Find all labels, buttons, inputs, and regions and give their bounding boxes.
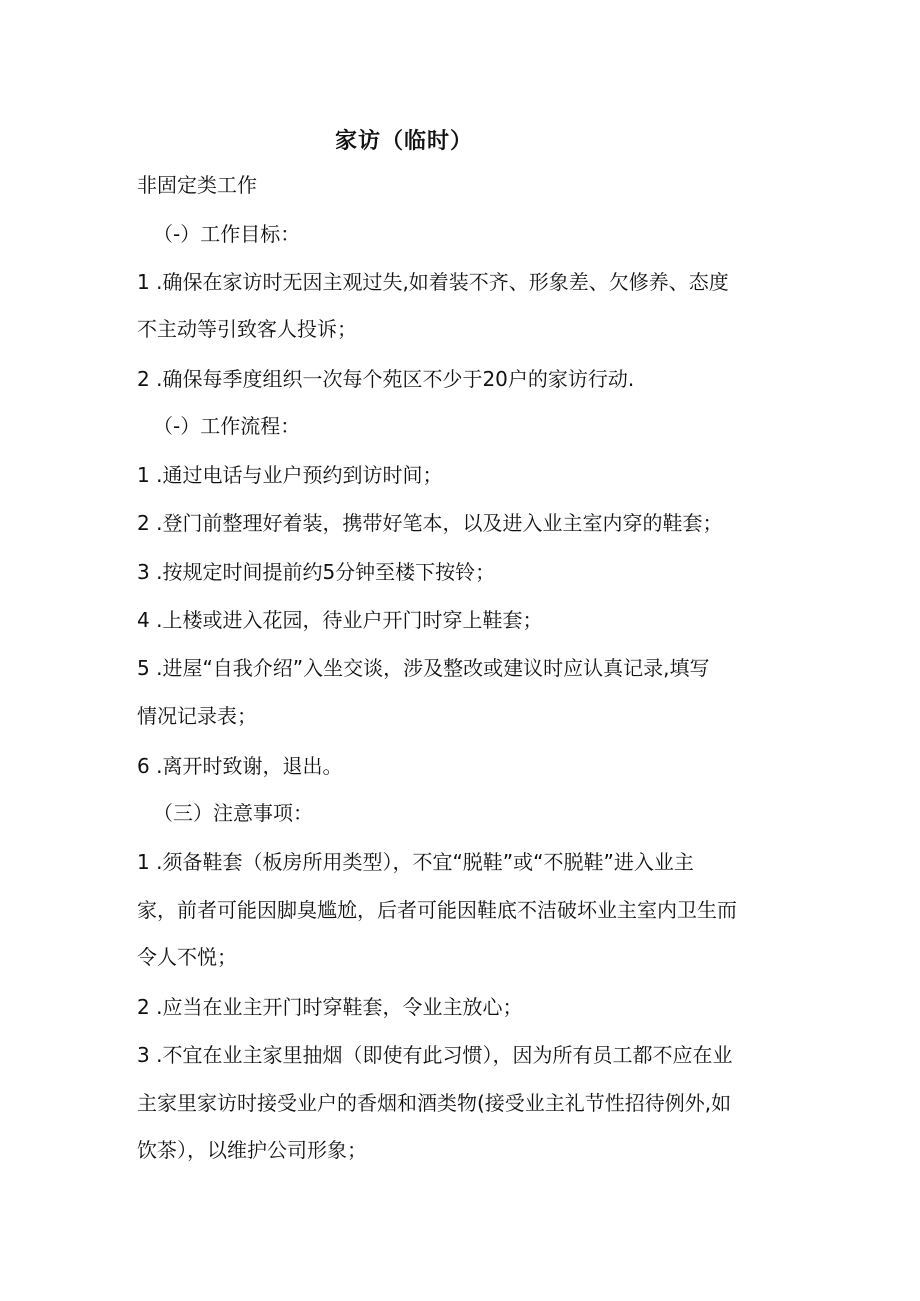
list-item: 令人不悦；	[137, 945, 237, 969]
list-item: 1 .通过电话与业户预约到访时间；	[137, 463, 443, 487]
section-heading-process: （-）工作流程：	[153, 414, 301, 438]
page-title: 家访（临时）	[335, 129, 474, 154]
section-heading-goals: （-）工作目标：	[153, 222, 301, 246]
document-subtitle: 非固定类工作	[137, 173, 257, 197]
list-item: 主家里家访时接受业户的香烟和酒类物(接受业主礼节性招待例外,如	[137, 1091, 732, 1115]
list-item: 2 .登门前整理好着装，携带好笔本，以及进入业主室内穿的鞋套；	[137, 511, 723, 535]
list-item: 2 .确保每季度组织一次每个苑区不少于20户的家访行动.	[137, 367, 635, 391]
section-heading-notes: （三）注意事项：	[153, 801, 313, 825]
list-item: 1 .须备鞋套（板房所用类型），不宜“脱鞋”或“不脱鞋”进入业主	[137, 850, 694, 874]
list-item: 家，前者可能因脚臭尴尬，后者可能因鞋底不洁破坏业主室内卫生而	[137, 898, 737, 922]
list-item: 1 .确保在家访时无因主观过失,如着装不齐、形象差、欠修养、态度	[137, 270, 729, 294]
list-item: 6 .离开时致谢，退出。	[137, 754, 343, 778]
list-item: 3 .不宜在业主家里抽烟（即使有此习惯），因为所有员工都不应在业	[137, 1043, 733, 1067]
list-item: 饮茶），以维护公司形象；	[137, 1138, 367, 1162]
list-item: 5 .进屋“自我介绍”入坐交谈，涉及整改或建议时应认真记录,填写	[137, 656, 710, 680]
list-item: 3 .按规定时间提前约5分钟至楼下按铃；	[137, 560, 496, 584]
list-item: 2 .应当在业主开门时穿鞋套，令业主放心；	[137, 995, 523, 1019]
list-item: 4 .上楼或进入花园，待业户开门时穿上鞋套；	[137, 608, 543, 632]
list-item: 情况记录表；	[137, 704, 257, 728]
list-item: 不主动等引致客人投诉；	[137, 317, 357, 341]
